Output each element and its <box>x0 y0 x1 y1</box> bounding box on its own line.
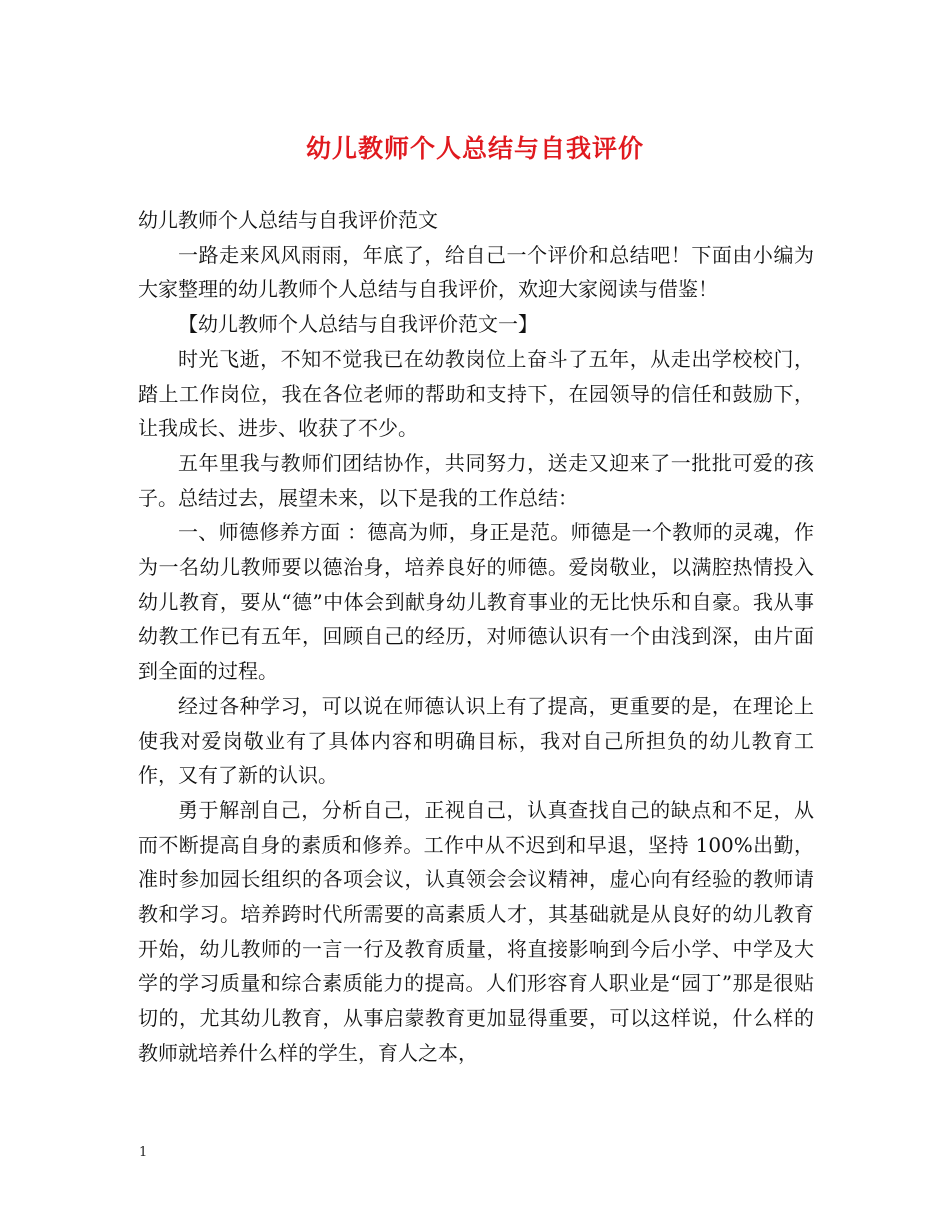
document-title: 幼儿教师个人总结与自我评价 <box>305 134 644 163</box>
paragraph: 五年里我与教师们团结协作，共同努力，送走又迎来了一批批可爱的孩子。总结过去，展望未来，以下是我的工作总结： <box>138 450 814 510</box>
paragraph-section-heading: 【幼儿教师个人总结与自我评价范文一】 <box>178 312 538 337</box>
paragraph: 一、师德修养方面 ：德高为师，身正是范。师德是一个教师的灵魂，作为一名幼儿教师要以德治身，培养良好的师德。爱岗敬业，以满腔热情投入幼儿教育，要从“德”中体会到献身幼儿教育事业的无比快乐和自豪。我从事幼教工作已有五年，回顾自己的经历，对师德认识有一个由浅到深，由片面到全面的过程。 <box>138 520 814 684</box>
page-number: 1 <box>139 1145 148 1160</box>
paragraph: 经过各种学习，可以说在师德认识上有了提高，更重要的是，在理论上使我对爱岗敬业有了具体内容和明确目标，我对自己所担负的幼儿教育工作，又有了新的认识。 <box>138 693 814 788</box>
document-body <box>138 203 814 1071</box>
paragraph: 勇于解剖自己，分析自己，正视自己，认真查找自己的缺点和不足，从而不断提高自身的素质和修养。工作中从不迟到和早退，坚持 100%出勤，准时参加园长组织的各项会议，认真领会会议精神，虚心向有经验的教师请教和学习。培养跨时代所需要的高素质人才，其基础就是从良好的幼儿教育开始，幼儿教师的一言一行及教育质量，将直接影响到今后小学、中学及大学的学习质量和综合素质能力的提高。人们形容育人职业是“园丁”那是很贴切的，尤其幼儿教育，从事启蒙教育更加显得重要，可以这样说，什么样的教师就培养什么样的学生，育人之本， <box>138 797 814 1065</box>
paragraph-intro: 一路走来风风雨雨，年底了，给自己一个评价和总结吧！下面由小编为大家整理的幼儿教师个人总结与自我评价，欢迎大家阅读与借鉴！ <box>138 242 814 302</box>
paragraph-subtitle: 幼儿教师个人总结与自我评价范文 <box>138 208 438 232</box>
paragraph: 时光飞逝，不知不觉我已在幼教岗位上奋斗了五年，从走出学校校门，踏上工作岗位，我在各位老师的帮助和支持下，在园领导的信任和鼓励下，让我成长、进步、收获了不少。 <box>138 346 814 441</box>
